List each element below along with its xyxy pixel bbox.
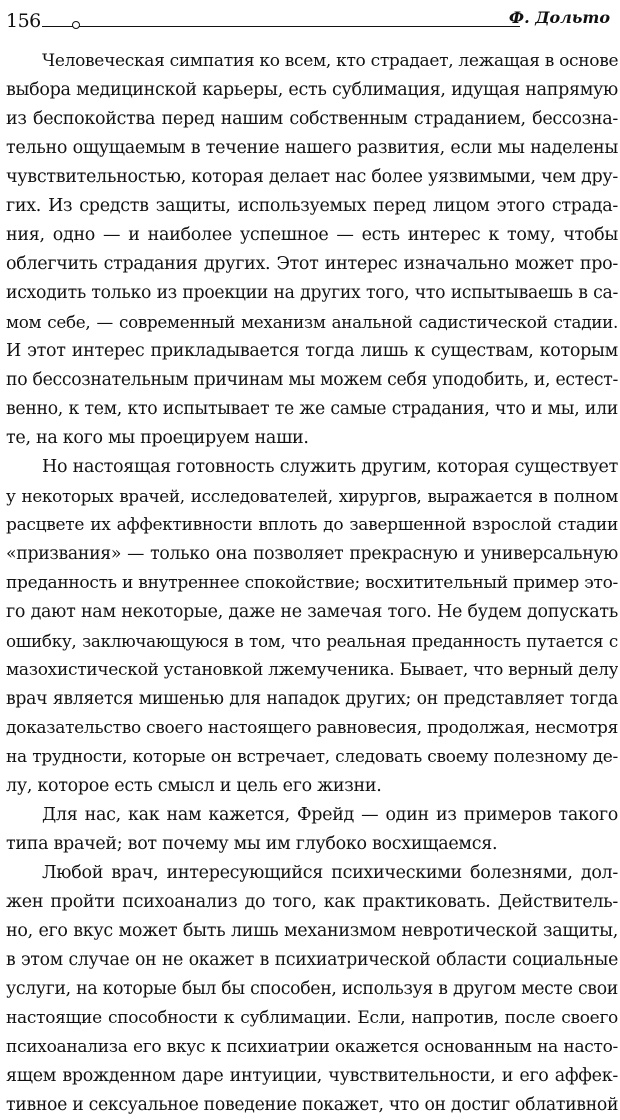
text-line: расцвете их аффективности вплоть до завершенной взрослой стадии — [6, 515, 618, 535]
text-line: тивное и сексуальное поведение покажет, что он достиг облативной — [6, 1095, 618, 1115]
text-line: венно, к тем, кто испытывает те же самые страдания, что и мы, или — [6, 399, 618, 419]
text-line: ящем врожденном даре интуиции, чувствительности, и его аффек- — [6, 1066, 618, 1086]
text-line: мом себе, — современный механизм анальной садистической стадии. — [6, 312, 618, 332]
text-line: го дают нам некоторые, даже не замечая того. Не будем допускать — [6, 602, 618, 622]
text-line: в этом случае он не окажет в психиатрической области социальные — [6, 950, 618, 970]
text-line: ния, одно — и наиболее успешное — есть интерес к тому, чтобы — [6, 225, 618, 245]
rule-ornament-icon — [72, 21, 80, 29]
page-number: 156 — [6, 10, 41, 32]
text-line: тельно ощущаемым в течение нашего развития, если мы наделены — [6, 138, 618, 158]
text-line: ошибку, заключающуюся в том, что реальная преданность путается с — [6, 631, 618, 651]
text-line: на трудности, которые он встречает, следовать своему полезному де- — [6, 747, 618, 767]
text-line: Но настоящая готовность служить другим, которая существует — [42, 457, 618, 477]
text-line: у некоторых врачей, исследователей, хирургов, выражается в полном — [6, 486, 618, 506]
text-line: доказательство своего настоящего равновесия, продолжая, несмотря — [6, 718, 618, 738]
text-line: гих. Из средств защиты, используемых перед лицом этого страда- — [6, 196, 618, 216]
text-line: по бессознательным причинам мы можем себя уподобить, и, естест- — [6, 370, 618, 390]
text-line: исходить только из проекции на других того, что испытываешь в са- — [6, 283, 618, 303]
text-line: психоанализа его вкус к психиатрии окажется основанным на насто- — [6, 1037, 618, 1057]
running-head-author: Ф. Дольто — [508, 8, 610, 27]
text-line: те, на кого мы проецируем наши. — [6, 428, 309, 448]
body-text — [6, 47, 618, 1120]
text-line: жен пройти психоанализ до того, как практиковать. Действитель- — [6, 892, 618, 912]
header-rule — [42, 26, 520, 27]
text-line: настоящие способности к сублимации. Если, напротив, после своего — [6, 1008, 618, 1028]
text-line: облегчить страдания других. Этот интерес изначально может про- — [6, 254, 618, 274]
text-line: услуги, на которые был бы способен, используя в другом месте свои — [6, 979, 618, 999]
text-line: Для нас, как нам кажется, Фрейд — один из примеров такого — [42, 805, 618, 825]
text-line: мазохистической установкой лжемученика. Бывает, что верный делу — [6, 660, 618, 680]
text-line: лу, которое есть смысл и цель его жизни. — [6, 776, 382, 796]
text-line: Человеческая симпатия ко всем, кто страдает, лежащая в основе — [42, 51, 618, 71]
text-line: типа врачей; вот почему мы им глубоко восхищаемся. — [6, 834, 498, 854]
text-line: чувствительностью, которая делает нас более уязвимыми, чем дру- — [6, 167, 618, 187]
text-line: но, его вкус может быть лишь механизмом невротической защиты, — [6, 921, 618, 941]
text-line: преданность и внутреннее спокойствие; восхитительный пример это- — [6, 573, 618, 593]
text-line: И этот интерес прикладывается тогда лишь к существам, которым — [6, 341, 618, 361]
text-line: из беспокойства перед нашим собственным страданием, бессозна- — [6, 109, 618, 129]
page-header — [6, 6, 614, 36]
text-line: выбора медицинской карьеры, есть сублимация, идущая напрямую — [6, 80, 618, 100]
text-line: Любой врач, интересующийся психическими болезнями, дол- — [42, 863, 618, 883]
text-line: врач является мишенью для нападок других; он представляет тогда — [6, 689, 618, 709]
text-line: «призвания» — только она позволяет прекрасную и универсальную — [6, 544, 618, 564]
